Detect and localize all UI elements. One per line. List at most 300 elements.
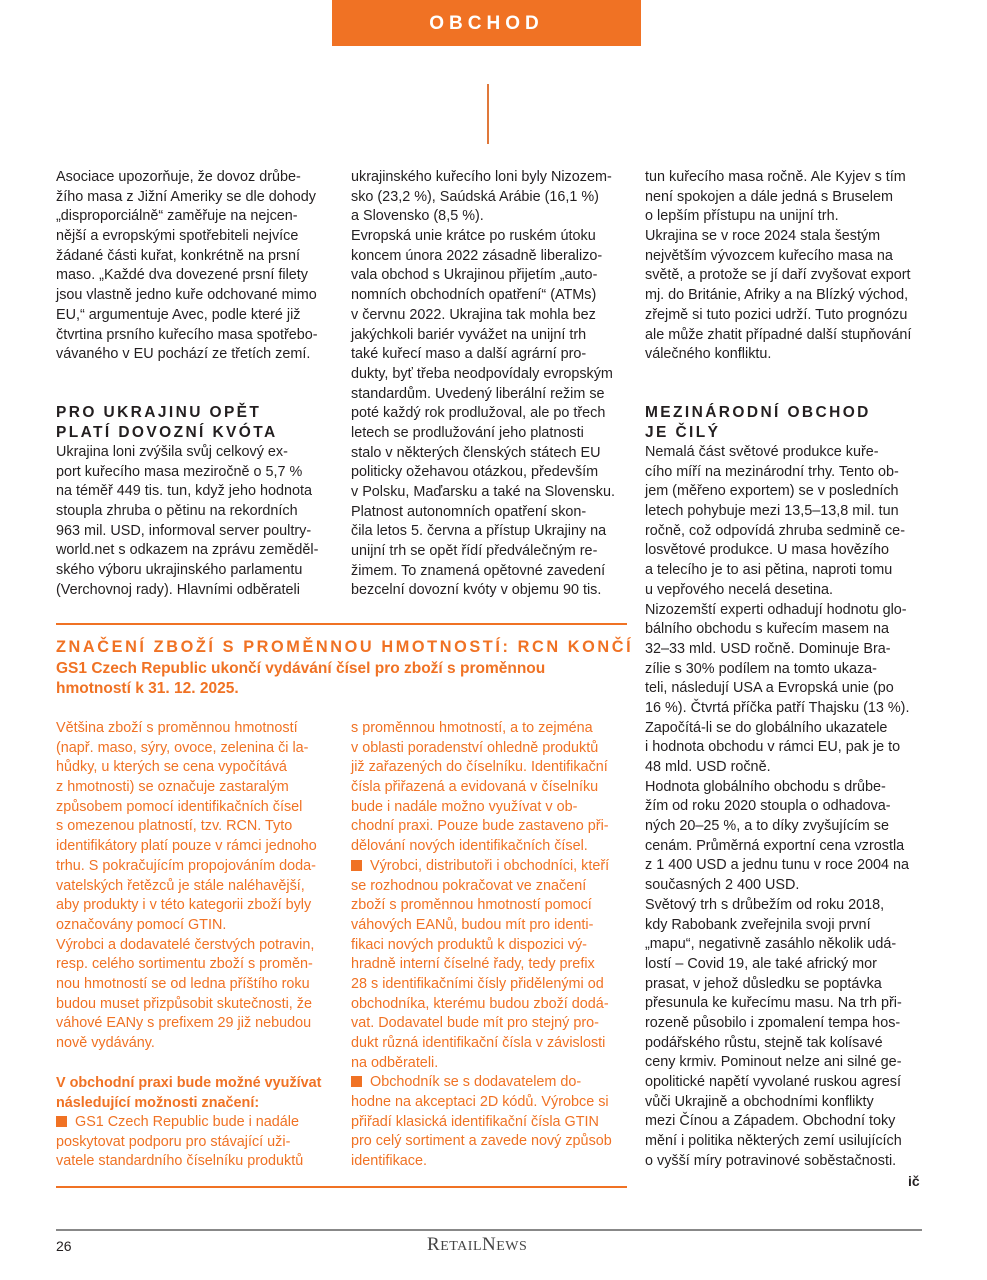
line-text: sko (23,2 %), Saúdská Arábie (16,1 %) bbox=[351, 188, 599, 205]
line-text: 32–33 mld. USD ročně. Dominuje Bra- bbox=[645, 640, 891, 657]
text-line bbox=[645, 502, 930, 522]
line-text: (např. maso, sýry, ovoce, zelenina či la- bbox=[56, 739, 309, 756]
col1-heading bbox=[56, 403, 341, 442]
line-text: Obchodník se s dodavatelem do- bbox=[370, 1074, 582, 1091]
text-line bbox=[56, 326, 341, 346]
text-line bbox=[56, 798, 341, 818]
line-text: s omezenou platností, tzv. RCN. Tyto bbox=[56, 818, 293, 835]
text-line bbox=[351, 188, 636, 208]
text-line bbox=[351, 857, 636, 877]
text-line bbox=[56, 561, 341, 581]
text-line bbox=[56, 758, 341, 778]
text-line bbox=[56, 679, 627, 699]
line-text: z hmotnosti) se označuje zastaralým bbox=[56, 779, 289, 796]
text-line bbox=[351, 798, 636, 818]
line-text: cenám. Průměrná exportní cena vzrostla bbox=[645, 837, 905, 854]
text-line bbox=[645, 326, 930, 346]
line-text: dělování nových identifikačních čísel. bbox=[351, 838, 588, 855]
line-text: tun kuřecího masa ročně. Ale Kyjev s tím bbox=[645, 169, 906, 185]
text-line bbox=[351, 1073, 636, 1093]
text-line bbox=[351, 975, 636, 995]
line-text: cího míří na mezinárodní trhy. Tento ob- bbox=[645, 463, 899, 480]
line-text: trhu. S pokračujícím propojováním doda- bbox=[56, 857, 316, 874]
text-line bbox=[645, 522, 930, 542]
line-text: hůdky, u kterých se cena vypočítává bbox=[56, 759, 287, 776]
line-text: také kuřecí maso a další agrární pro- bbox=[351, 346, 587, 363]
line-text: čtvrtina prsního kuřecího masa spotřebo- bbox=[56, 326, 318, 343]
line-text: opolitické napětí vyvolané ruskou agresí bbox=[645, 1074, 901, 1090]
text-line bbox=[645, 482, 930, 502]
text-line bbox=[645, 856, 930, 876]
line-text: žádané části kuřat, konkrétně na prsní bbox=[56, 247, 300, 264]
line-text: letech pohybuje mezi 13,5–13,8 mil. tun bbox=[645, 503, 899, 520]
line-text: Nizozemští experti odhadují hodnotu glo- bbox=[645, 601, 907, 618]
line-text: u vepřového necelá desetina. bbox=[645, 581, 834, 598]
line-text: GS1 Czech Republic bude i nadále bbox=[75, 1114, 299, 1130]
retailnews-logo: RETAILNEWS bbox=[427, 1234, 528, 1255]
text-line bbox=[351, 778, 636, 798]
text-line bbox=[56, 1074, 341, 1094]
text-line bbox=[351, 168, 636, 188]
text-line bbox=[56, 247, 341, 267]
text-line bbox=[645, 1014, 930, 1034]
line-text: a Slovensko (8,5 %). bbox=[351, 208, 484, 225]
line-text: v oblasti poradenství ohledně produktů bbox=[351, 739, 599, 756]
line-text: 28 s identifikačními čísly přidělenými od bbox=[351, 975, 604, 992]
text-line bbox=[351, 326, 636, 346]
text-line bbox=[645, 994, 930, 1014]
text-line bbox=[56, 443, 341, 463]
box-top-rule bbox=[56, 623, 627, 625]
box-subtitle bbox=[56, 659, 627, 698]
line-text: 963 mil. USD, informoval server poultry- bbox=[56, 522, 312, 539]
text-line bbox=[351, 247, 636, 267]
text-line bbox=[645, 916, 930, 936]
text-line bbox=[56, 188, 341, 208]
line-text: stoupla zhruba o pětinu na rekordních bbox=[56, 503, 298, 520]
text-line bbox=[645, 758, 930, 778]
line-text: politicky ožehavou otázkou, především bbox=[351, 464, 599, 481]
divider bbox=[487, 84, 489, 144]
line-text: v červnu 2022. Ukrajina tak mohla bez bbox=[351, 306, 596, 323]
text-line bbox=[56, 482, 341, 502]
text-line bbox=[645, 620, 930, 640]
text-line bbox=[351, 483, 636, 503]
line-text: stalo v některých členských státech EU bbox=[351, 444, 601, 461]
line-text: mj. do Británie, Afriky a na Blízký východ, bbox=[645, 287, 909, 304]
line-text: rozeně působilo i zpomalení tempa hos- bbox=[645, 1014, 901, 1031]
line-text: na odběrateli. bbox=[351, 1054, 439, 1071]
text-line bbox=[56, 522, 341, 542]
line-text: Asociace upozorňuje, že dovoz drůbe- bbox=[56, 169, 301, 185]
line-text: ceny krmiv. Pominout nelze ani silné ge- bbox=[645, 1054, 902, 1071]
text-line bbox=[645, 286, 930, 306]
box-title: ZNAČENÍ ZBOŽÍ S PROMĚNNOU HMOTNOSTÍ: RCN KONČÍ bbox=[56, 638, 634, 656]
line-text: čila letos 5. června a přístup Ukrajiny na bbox=[351, 523, 607, 540]
line-text: není spokojen a dále jedná s Bruselem bbox=[645, 188, 893, 205]
col1-intro bbox=[56, 168, 341, 365]
text-line bbox=[351, 227, 636, 247]
text-line bbox=[645, 463, 930, 483]
line-text: GS1 Czech Republic ukončí vydávání čísel pro zboží s proměnnou bbox=[56, 660, 546, 677]
line-text: jem (měřeno exportem) se v posledních bbox=[645, 483, 899, 500]
square-bullet-icon bbox=[351, 1076, 362, 1087]
line-text: obchodníka, kterému budou zboží dodá- bbox=[351, 995, 609, 1012]
text-line bbox=[645, 1053, 930, 1073]
text-line bbox=[351, 444, 636, 464]
line-text: současných 2 400 USD. bbox=[645, 877, 800, 894]
text-line bbox=[645, 876, 930, 896]
text-line bbox=[351, 562, 636, 582]
text-line bbox=[351, 345, 636, 365]
text-line bbox=[645, 935, 930, 955]
text-line bbox=[351, 266, 636, 286]
line-text: dukt různá identifikační čísla v závislosti bbox=[351, 1035, 606, 1051]
line-text: s proměnnou hmotností, a to zejména bbox=[351, 720, 593, 736]
line-text: vůči Ukrajině a obchodními konflikty bbox=[645, 1093, 874, 1110]
line-text: největším vývozcem kuřecího masa na bbox=[645, 247, 893, 264]
line-text: Ukrajina se v roce 2024 stala šestým bbox=[645, 228, 881, 245]
line-text: z 1 400 USD a jednu tunu v roce 2004 na bbox=[645, 857, 910, 874]
line-text: v Polsku, Maďarsku a také na Slovensku. bbox=[351, 484, 616, 500]
line-text: port kuřecího masa meziročně o 5,7 % bbox=[56, 463, 303, 480]
line-text: označovány pomocí GTIN. bbox=[56, 916, 227, 933]
text-line bbox=[56, 403, 341, 423]
line-text: zřejmě si tuto pozici udrží. Tuto prognózu bbox=[645, 306, 908, 323]
text-line bbox=[645, 679, 930, 699]
text-line bbox=[56, 739, 341, 759]
line-text: přiřadí klasická identifikační čísla GTIN bbox=[351, 1113, 599, 1130]
line-text: resp. celého sortimentu zboží s proměn- bbox=[56, 956, 313, 973]
line-text: jakýchkoli bariér vyvážet na unijní trh bbox=[351, 326, 587, 343]
line-text: JE ČILÝ bbox=[645, 423, 721, 441]
box-options-heading bbox=[56, 1074, 341, 1113]
text-line bbox=[351, 877, 636, 897]
line-text: 16 %). Čtvrtá příčka patří Thajsku (13 %). bbox=[645, 699, 910, 716]
text-line bbox=[645, 975, 930, 995]
text-line bbox=[351, 1113, 636, 1133]
line-text: standardům. Uvedený liberální režim se bbox=[351, 385, 605, 402]
line-text: PLATÍ DOVOZNÍ KVÓTA bbox=[56, 423, 278, 441]
line-text: podářského růstu, stejně tak kolísavé bbox=[645, 1034, 883, 1051]
line-text: žího masa z Jižní Ameriky se dle dohody bbox=[56, 188, 316, 205]
text-line bbox=[56, 896, 341, 916]
line-text: mezi Čínou a Západem. Obchodní toky bbox=[645, 1113, 896, 1130]
text-line bbox=[645, 601, 930, 621]
line-text: Ukrajina loni zvýšila svůj celkový ex- bbox=[56, 444, 288, 460]
text-line bbox=[351, 1152, 636, 1172]
text-line bbox=[645, 797, 930, 817]
line-text: koncem února 2022 zásadně liberalizo- bbox=[351, 247, 603, 264]
text-line bbox=[56, 266, 341, 286]
text-line bbox=[645, 660, 930, 680]
text-line bbox=[351, 1034, 636, 1054]
text-line bbox=[351, 463, 636, 483]
text-line bbox=[56, 1152, 341, 1172]
text-line bbox=[645, 1073, 930, 1093]
line-text: žím od roku 2020 stoupla o odhadova- bbox=[645, 798, 891, 815]
col3-heading bbox=[645, 403, 930, 442]
line-text: budou muset přizpůsobit skutečnosti, že bbox=[56, 995, 312, 1012]
line-text: „disproporciálně“ zaměřuje na nejcen- bbox=[56, 208, 298, 225]
text-line bbox=[645, 227, 930, 247]
line-text: ale může zhatit případné další stupňování bbox=[645, 326, 912, 343]
line-text: i hodnota obchodu v rámci EU, pak je to bbox=[645, 739, 901, 756]
line-text: zboží s proměnnou hmotností pomocí bbox=[351, 897, 592, 914]
text-line bbox=[56, 719, 341, 739]
line-text: váhové EANy s prefixem 29 již nebudou bbox=[56, 1015, 312, 1032]
line-text: nou hmotností se od ledna příštího roku bbox=[56, 975, 310, 992]
line-text: o lepším přístupu na unijní trh. bbox=[645, 208, 839, 225]
text-line bbox=[351, 758, 636, 778]
line-text: již zařazených do číselníku. Identifikační bbox=[351, 759, 608, 776]
text-line bbox=[351, 542, 636, 562]
line-text: vat. Dodavatel bude mít pro stejný pro- bbox=[351, 1015, 599, 1032]
text-line bbox=[351, 1132, 636, 1152]
text-line bbox=[351, 365, 636, 385]
line-text: Výrobci, distributoři i obchodníci, kteří bbox=[370, 857, 610, 874]
author-signature: ič bbox=[908, 1173, 920, 1189]
line-text: přesunula ke kuřecímu masu. Na trh při- bbox=[645, 995, 902, 1012]
text-line bbox=[645, 188, 930, 208]
line-text: ročně, což odpovídá zhruba sedmině ce- bbox=[645, 522, 905, 539]
col2-body bbox=[351, 168, 636, 601]
page-number: 26 bbox=[56, 1238, 72, 1254]
text-line bbox=[645, 266, 930, 286]
line-text: Hodnota globálního obchodu s drůbe- bbox=[645, 778, 886, 795]
text-line bbox=[351, 896, 636, 916]
square-bullet-icon bbox=[351, 860, 362, 871]
text-line bbox=[56, 936, 341, 956]
line-text: Nemalá část světové produkce kuře- bbox=[645, 444, 879, 460]
text-line bbox=[56, 423, 341, 443]
text-line bbox=[351, 522, 636, 542]
line-text: nější a evropskými spotřebiteli nejvíce bbox=[56, 228, 299, 245]
line-text: MEZINÁRODNÍ OBCHOD bbox=[645, 404, 871, 421]
box-bottom-rule bbox=[56, 1186, 627, 1188]
line-text: PRO UKRAJINU OPĚT bbox=[56, 404, 262, 421]
line-text: unijní trh se opět řídí předválečným re- bbox=[351, 543, 598, 560]
text-line bbox=[56, 168, 341, 188]
text-line bbox=[351, 385, 636, 405]
text-line bbox=[56, 207, 341, 227]
text-line bbox=[351, 1054, 636, 1074]
line-text: bezcelní dovozní kvóty v objemu 90 tis. bbox=[351, 582, 602, 599]
line-text: world.net s odkazem na zprávu zeměděl- bbox=[56, 542, 319, 559]
text-line bbox=[56, 837, 341, 857]
text-line bbox=[645, 640, 930, 660]
line-text: jsou vlastně jedno kuře odchované mimo bbox=[56, 287, 317, 304]
line-text: válečného konfliktu. bbox=[645, 346, 772, 363]
text-line bbox=[645, 896, 930, 916]
text-line bbox=[56, 995, 341, 1015]
line-text: prasat, v jehož důsledku se poptávka bbox=[645, 975, 882, 992]
text-line bbox=[351, 424, 636, 444]
square-bullet-icon bbox=[56, 1116, 67, 1127]
text-line bbox=[56, 463, 341, 483]
text-line bbox=[645, 1112, 930, 1132]
line-text: bálního obchodu s kuřecím masem na bbox=[645, 621, 889, 638]
line-text: světě, a protože se jí daří zvyšovat export bbox=[645, 267, 911, 284]
text-line bbox=[645, 345, 930, 365]
line-text: ukrajinského kuřecího loni byly Nizozem- bbox=[351, 169, 612, 185]
text-line bbox=[645, 699, 930, 719]
col3-intro bbox=[645, 168, 930, 365]
line-text: chodní praxi. Pouze bude zastaveno při- bbox=[351, 818, 609, 835]
text-line bbox=[645, 247, 930, 267]
line-text: lostí – Covid 19, ale také africký mor bbox=[645, 955, 877, 972]
text-line bbox=[351, 739, 636, 759]
text-line bbox=[351, 207, 636, 227]
text-line bbox=[56, 1133, 341, 1153]
text-line bbox=[351, 719, 636, 739]
text-line bbox=[56, 541, 341, 561]
text-line bbox=[645, 1132, 930, 1152]
text-line bbox=[351, 837, 636, 857]
line-text: hradně interní číselné řady, tedy prefix bbox=[351, 956, 595, 973]
text-line bbox=[56, 975, 341, 995]
line-text: maso. „Každé dva dovezené prsní filety bbox=[56, 267, 308, 284]
text-line bbox=[645, 955, 930, 975]
text-line bbox=[56, 955, 341, 975]
text-line bbox=[645, 168, 930, 188]
line-text: Započítá-li se do globálního ukazatele bbox=[645, 719, 888, 736]
text-line bbox=[645, 719, 930, 739]
line-text: na téměř 449 tis. tun, když jeho hodnota bbox=[56, 483, 312, 500]
line-text: a telecího je to asi pětina, naproti tomu bbox=[645, 562, 893, 579]
line-text: Platnost autonomních opatření skon- bbox=[351, 503, 587, 520]
line-text: V obchodní praxi bude možné využívat bbox=[56, 1075, 322, 1091]
line-text: poskytovat podporu pro stávající uži- bbox=[56, 1133, 291, 1150]
line-text: kdy Rabobank zveřejnila svoji první bbox=[645, 916, 871, 933]
line-text: vala obchod s Ukrajinou přijetím „auto- bbox=[351, 267, 598, 284]
text-line bbox=[56, 659, 627, 679]
text-line bbox=[645, 778, 930, 798]
line-text: Většina zboží s proměnnou hmotností bbox=[56, 720, 298, 736]
line-text: hodne na akceptaci 2D kódů. Výrobce si bbox=[351, 1094, 609, 1111]
line-text: „mapu“, negativně zasáhlo několik udá- bbox=[645, 936, 897, 953]
line-text: (Verchovnoj rady). Hlavními odběrateli bbox=[56, 581, 300, 598]
text-line bbox=[56, 502, 341, 522]
text-line bbox=[56, 1014, 341, 1034]
line-text: aby produkty i v této kategorii zboží byly bbox=[56, 897, 312, 914]
col3-body bbox=[645, 443, 930, 1171]
section-label: OBCHOD bbox=[332, 0, 641, 46]
line-text: zílie s 30% podílem na tomto ukaza- bbox=[645, 660, 877, 677]
line-text: 48 mld. USD ročně. bbox=[645, 759, 771, 775]
line-text: se rozhodnou pokračovat ve značení bbox=[351, 877, 587, 894]
line-text: následující možnosti značení: bbox=[56, 1094, 260, 1111]
line-text: mění i politika některých zemí usilujících bbox=[645, 1133, 902, 1150]
text-line bbox=[645, 837, 930, 857]
text-line bbox=[645, 1093, 930, 1113]
text-line bbox=[645, 423, 930, 443]
line-text: identifikace. bbox=[351, 1153, 427, 1170]
line-text: vávaného v EU pochází ze třetích zemí. bbox=[56, 346, 311, 363]
text-line bbox=[56, 778, 341, 798]
text-line bbox=[645, 1152, 930, 1172]
text-line bbox=[56, 1094, 341, 1114]
line-text: pro celý sortiment a zavede nový způsob bbox=[351, 1133, 612, 1150]
text-line bbox=[645, 403, 930, 423]
text-line bbox=[351, 817, 636, 837]
line-text: poté každý rok prodlužoval, ale po třech bbox=[351, 405, 606, 422]
line-text: bude i nadále možno využívat v ob- bbox=[351, 798, 578, 815]
line-text: Výrobci a dodavatelé čerstvých potravin, bbox=[56, 936, 315, 953]
text-line bbox=[351, 503, 636, 523]
line-text: teli, následují USA a Evropská unie (po bbox=[645, 680, 894, 697]
text-line bbox=[351, 1093, 636, 1113]
box-col1 bbox=[56, 719, 341, 1054]
text-line bbox=[645, 443, 930, 463]
text-line bbox=[351, 936, 636, 956]
text-line bbox=[645, 561, 930, 581]
line-text: identifikátory platí pouze v rámci jednoho bbox=[56, 838, 317, 855]
line-text: Světový trh s drůbežím od roku 2018, bbox=[645, 896, 885, 913]
line-text: ského výboru ukrajinského parlamentu bbox=[56, 562, 303, 579]
line-text: vatelských řetězců je stále naléhavější, bbox=[56, 877, 305, 894]
text-line bbox=[645, 817, 930, 837]
line-text: dukty, byť třeba neodpovídaly evropským bbox=[351, 365, 613, 382]
box-col2 bbox=[351, 719, 636, 1172]
line-text: fikaci nových produktů k dispozici vý- bbox=[351, 936, 587, 953]
text-line bbox=[56, 817, 341, 837]
line-text: EU,“ argumentuje Avec, podle které již bbox=[56, 306, 301, 323]
text-line bbox=[56, 1034, 341, 1054]
text-line bbox=[645, 738, 930, 758]
line-text: čísla přiřazená a evidovaná v číselníku bbox=[351, 779, 599, 796]
text-line bbox=[645, 1034, 930, 1054]
text-line bbox=[645, 541, 930, 561]
text-line bbox=[351, 581, 636, 601]
text-line bbox=[56, 1113, 341, 1133]
line-text: způsobem pomocí identifikačních čísel bbox=[56, 798, 303, 815]
text-line bbox=[56, 286, 341, 306]
text-line bbox=[56, 916, 341, 936]
line-text: losvětové produkce. U masa hovězího bbox=[645, 542, 889, 559]
line-text: vatele standardního číselníku produktů bbox=[56, 1153, 304, 1170]
line-text: letech se prodlužování jeho platnosti bbox=[351, 424, 584, 441]
text-line bbox=[56, 857, 341, 877]
text-line bbox=[56, 345, 341, 365]
text-line bbox=[645, 306, 930, 326]
text-line bbox=[645, 581, 930, 601]
line-text: hmotností k 31. 12. 2025. bbox=[56, 679, 239, 697]
line-text: žimem. To znamená opětovné zavedení bbox=[351, 562, 606, 579]
text-line bbox=[351, 404, 636, 424]
footer-rule bbox=[56, 1229, 922, 1231]
line-text: váhových EANů, budou mít pro identi- bbox=[351, 916, 594, 933]
line-text: nově vydávány. bbox=[56, 1035, 155, 1051]
text-line bbox=[56, 306, 341, 326]
text-line bbox=[56, 581, 341, 601]
text-line bbox=[56, 227, 341, 247]
text-line bbox=[351, 286, 636, 306]
text-line bbox=[56, 877, 341, 897]
text-line bbox=[351, 1014, 636, 1034]
line-text: ných 20–25 %, a to díky zvyšujícím se bbox=[645, 818, 889, 835]
text-line bbox=[351, 955, 636, 975]
text-line bbox=[351, 306, 636, 326]
line-text: Evropská unie krátce po ruském útoku bbox=[351, 228, 596, 245]
col1-body bbox=[56, 443, 341, 601]
line-text: o vyšší míry potravinové soběstačnosti. bbox=[645, 1152, 897, 1169]
text-line bbox=[351, 916, 636, 936]
line-text: nomních obchodních opatření“ (ATMs) bbox=[351, 287, 597, 304]
text-line bbox=[645, 207, 930, 227]
box-col1-bullet bbox=[56, 1113, 341, 1172]
text-line bbox=[351, 995, 636, 1015]
